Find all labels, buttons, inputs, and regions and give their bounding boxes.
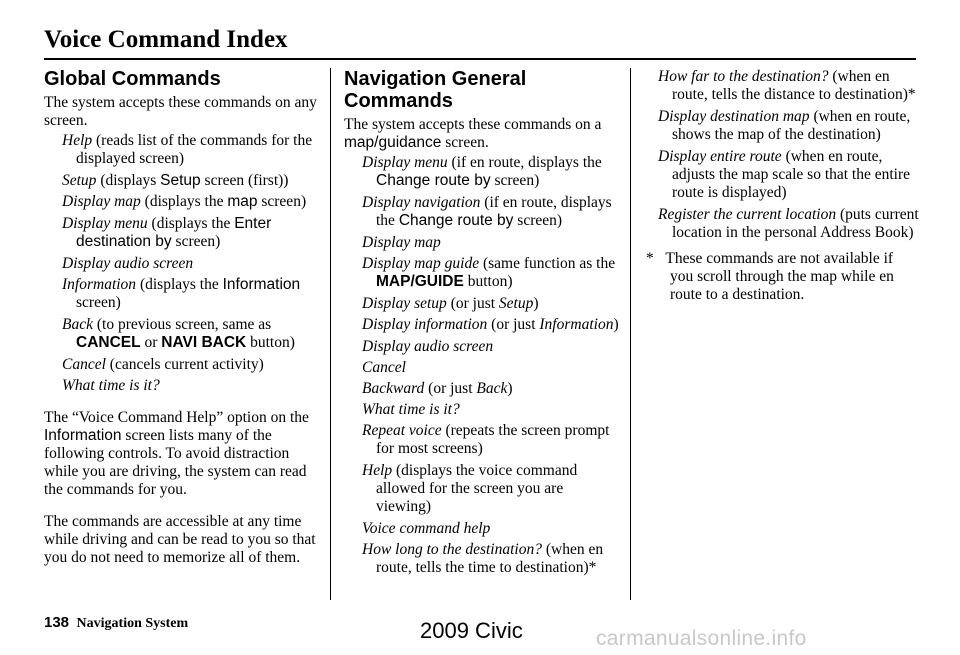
- nav-cmd-display-menu: Display menu (if en route, displays the Change route by screen): [362, 154, 602, 189]
- nav-cmd-how-far: How far to the destination? (when en route, tells the distance to destination)*: [658, 68, 916, 103]
- watermark: carmanualsonline.info: [596, 627, 807, 650]
- column-divider-2: [630, 68, 631, 600]
- nav-cmd-cancel: Cancel: [362, 359, 406, 376]
- cmd-back: Back (to previous screen, same as CANCEL or NAVI BACK button): [62, 316, 295, 351]
- column-divider-1: [330, 68, 331, 600]
- global-intro: The system accepts these commands on any screen.: [44, 94, 317, 129]
- navigation-commands-heading: Navigation General Commands: [344, 68, 527, 112]
- model-label: 2009 Civic: [420, 618, 523, 643]
- cmd-display-audio: Display audio screen: [62, 255, 194, 272]
- navigation-intro: The system accepts these commands on a map/guidance screen.: [344, 116, 602, 151]
- nav-cmd-display-map-guide: Display map guide (same function as the MAP/GUIDE button): [362, 255, 616, 290]
- nav-cmd-backward: Backward (or just Back): [362, 380, 513, 397]
- page-number: 138: [44, 614, 70, 631]
- nav-cmd-display-audio: Display audio screen: [362, 338, 494, 355]
- global-commands-heading: Global Commands: [44, 68, 221, 90]
- page-title: Voice Command Index: [44, 26, 288, 53]
- nav-cmd-voice-help: Voice command help: [362, 520, 491, 537]
- cmd-what-time: What time is it?: [62, 377, 160, 394]
- cmd-information: Information (displays the Information screen): [62, 276, 301, 311]
- nav-cmd-how-long: How long to the destination? (when en route, tells the time to destination)*: [362, 541, 604, 576]
- help-option-paragraph: The “Voice Command Help” option on the Information screen lists many of the following controls. To avoid distraction while you are driving, the system can read the commands for you.: [44, 409, 309, 498]
- nav-cmd-display-map: Display map: [362, 234, 441, 251]
- cmd-help: Help (reads list of the commands for the displayed screen): [62, 132, 313, 167]
- page-footer: [44, 614, 188, 632]
- cmd-display-map: Display map (displays the map screen): [62, 193, 307, 210]
- nav-cmd-register-location: Register the current location (puts current location in the personal Address Book): [658, 206, 919, 241]
- nav-cmd-display-setup: Display setup (or just Setup): [362, 295, 539, 312]
- footer-label: Navigation System: [76, 616, 189, 631]
- navigation-commands-column-continued: [640, 68, 920, 304]
- nav-cmd-what-time: What time is it?: [362, 401, 460, 418]
- title-rule: [44, 58, 916, 60]
- cmd-setup: Setup (displays Setup screen (first)): [62, 172, 289, 189]
- nav-cmd-display-destination-map: Display destination map (when en route, shows the map of the destination): [658, 108, 911, 143]
- global-commands-column: [44, 68, 326, 567]
- footnote: * These commands are not available if you scroll through the map while en route to a destination.: [646, 250, 894, 303]
- nav-cmd-repeat-voice: Repeat voice (repeats the screen prompt for most screens): [362, 422, 610, 457]
- nav-cmd-help: Help (displays the voice command allowed for the screen you are viewing): [362, 462, 578, 515]
- nav-cmd-display-entire-route: Display entire route (when en route, adjusts the map scale so that the entire route is displayed): [658, 148, 911, 201]
- nav-cmd-display-navigation: Display navigation (if en route, displays the Change route by screen): [362, 194, 612, 229]
- cmd-display-menu: Display menu (displays the Enter destination by screen): [62, 215, 272, 250]
- nav-cmd-display-information: Display information (or just Information): [362, 316, 619, 333]
- cmd-cancel: Cancel (cancels current activity): [62, 356, 264, 373]
- navigation-commands-column: [344, 68, 622, 581]
- accessible-paragraph: The commands are accessible at any time while driving and can be read to you so that you do not need to memorize all of them.: [44, 513, 316, 566]
